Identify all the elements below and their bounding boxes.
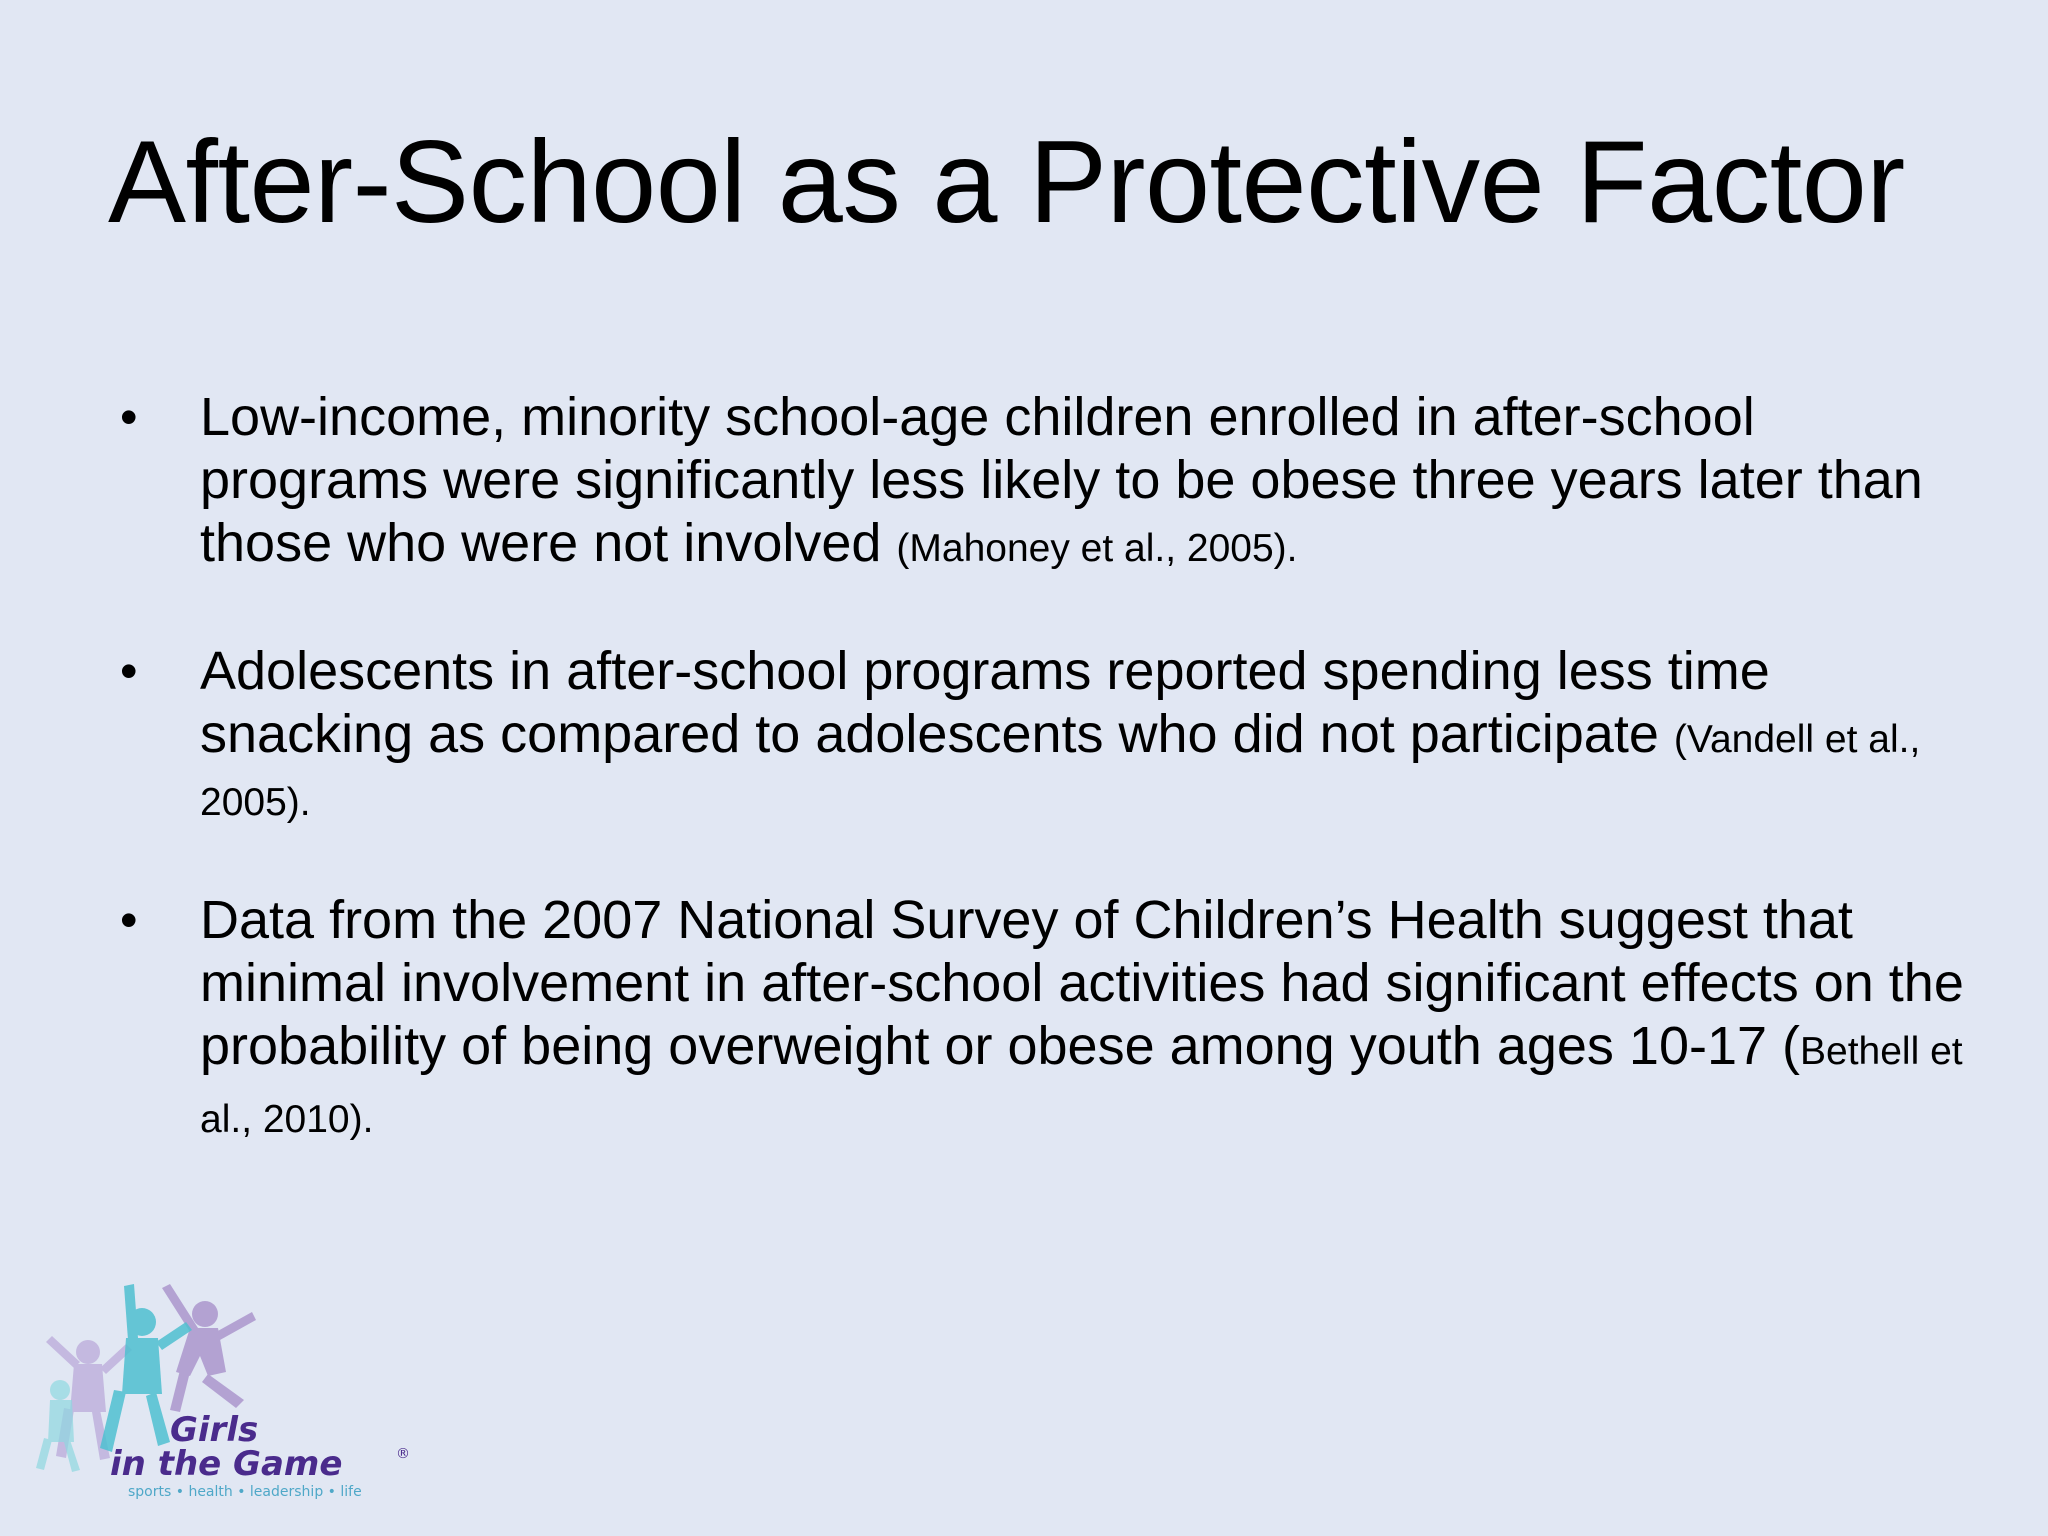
- logo-tagline: sports • health • leadership • life: [128, 1484, 362, 1500]
- bullet-citation: (Mahoney et al., 2005).: [896, 527, 1298, 570]
- bullet-glyph: •: [120, 892, 138, 948]
- bullet-text: Low-income, minority school-age children enrolled in after-school programs were significantly less likely to be obese three years later than those who were not involved: [200, 387, 1923, 573]
- bullet-item: [118, 386, 1978, 580]
- bullet-citation: (Vandell et al., 2005).: [200, 718, 1921, 824]
- bullet-text: Adolescents in after-school programs reported spending less time snacking as compared to adolescents who did not participate: [200, 641, 1770, 764]
- slide-title: After-School as a Protective Factor: [108, 116, 1905, 247]
- bullet-citation: Bethell et al., 2010).: [200, 1030, 1963, 1141]
- logo-line-in-the-game: in the Game: [110, 1444, 343, 1484]
- girls-in-the-game-logo: [30, 1272, 420, 1512]
- logo-registered-mark: ®: [396, 1446, 410, 1462]
- bullet-glyph: •: [120, 643, 138, 699]
- bullet-item: [118, 640, 1978, 829]
- bullet-list: [118, 386, 1978, 1151]
- bullet-text: Data from the 2007 National Survey of Children’s Health suggest that minimal involvement in after-school activities had significant effects on the probability of being overweight or obese among youth ages 10-17 (: [200, 890, 1964, 1076]
- bullet-item: [118, 889, 1978, 1151]
- logo-line-girls: Girls: [170, 1410, 259, 1450]
- bullet-glyph: •: [120, 389, 138, 445]
